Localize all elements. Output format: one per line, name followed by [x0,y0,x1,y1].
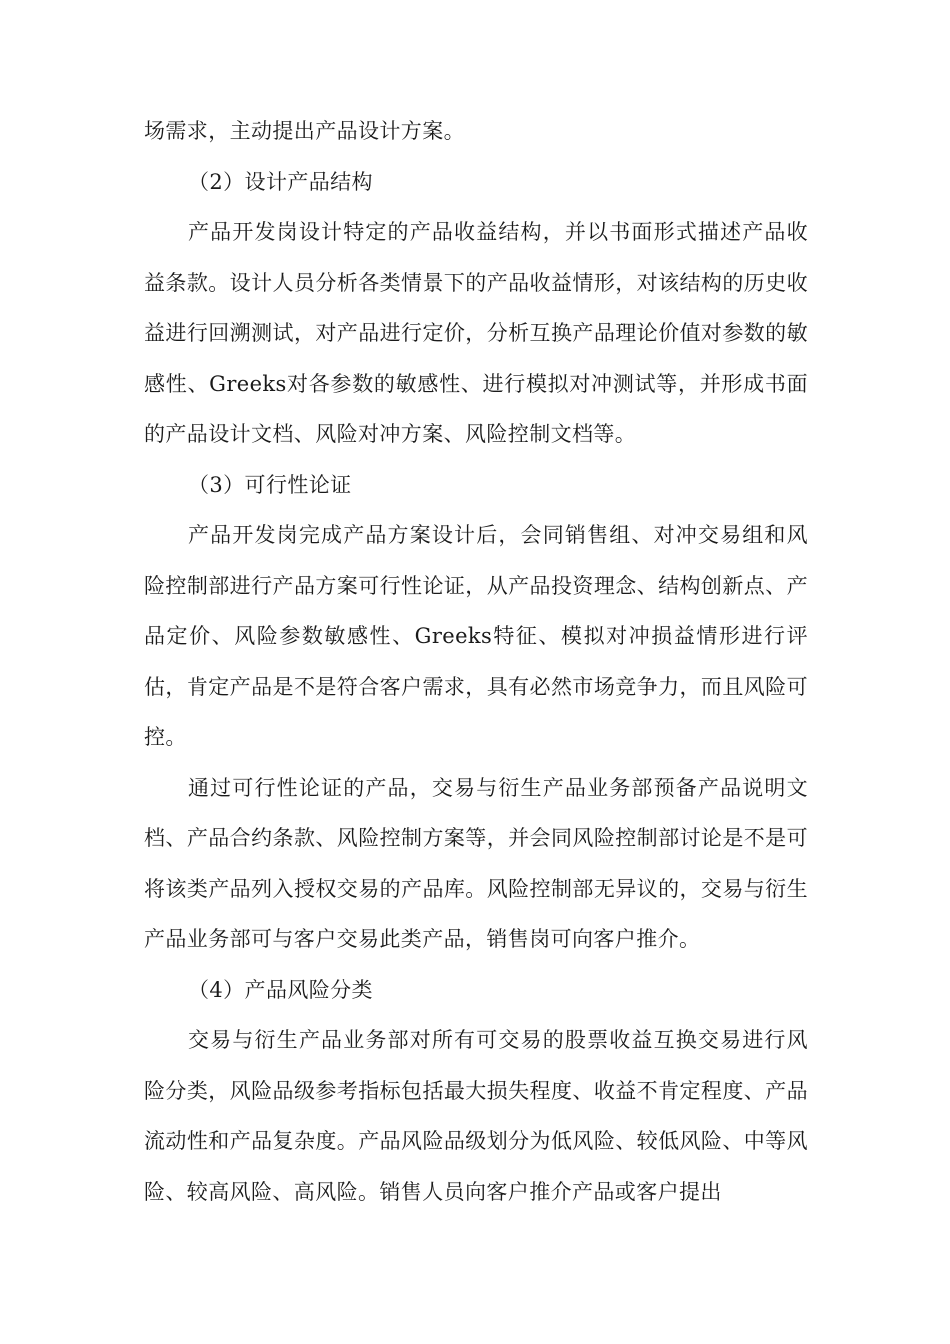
paragraph-risk-classification: 交易与衍生产品业务部对所有可交易的股票收益互换交易进行风险分类，风险品级参考指标包括最大损失程度、收益不肯定程度、产品流动性和产品复杂度。产品风险品级划分为低风险、较低风险、中等风险、较高风险、高风险。销售人员向客户推介产品或客户提出 [144,1028,808,1204]
paragraph-continuation: 场需求，主动提出产品设计方案。 [144,119,465,143]
paragraph-approval: 通过可行性论证的产品，交易与衍生产品业务部预备产品说明文档、产品合约条款、风险控制方案等，并会同风险控制部讨论是不是可将该类产品列入授权交易的产品库。风险控制部无异议的，交易与衍生产品业务部可与客户交易此类产品，销售岗可向客户推介。 [144,775,808,951]
document-body [144,106,808,1217]
paragraph-design-structure: 产品开发岗设计特定的产品收益结构，并以书面形式描述产品收益条款。设计人员分析各类情景下的产品收益情形，对该结构的历史收益进行回溯测试，对产品进行定价，分析互换产品理论价值对参数的敏感性、Greeks对各参数的敏感性、进行模拟对冲测试等，并形成书面的产品设计文档、风险对冲方案、风险控制文档等。 [144,220,808,446]
section-heading-design-structure: （2）设计产品结构 [188,169,373,194]
section-heading-risk-classification: （4）产品风险分类 [188,977,373,1002]
paragraph-feasibility: 产品开发岗完成产品方案设计后，会同销售组、对冲交易组和风险控制部进行产品方案可行性论证，从产品投资理念、结构创新点、产品定价、风险参数敏感性、Greeks特征、模拟对冲损益情形进行评估，肯定产品是不是符合客户需求，具有必然市场竞争力，而且风险可控。 [144,523,808,749]
section-heading-feasibility: （3）可行性论证 [188,472,352,497]
